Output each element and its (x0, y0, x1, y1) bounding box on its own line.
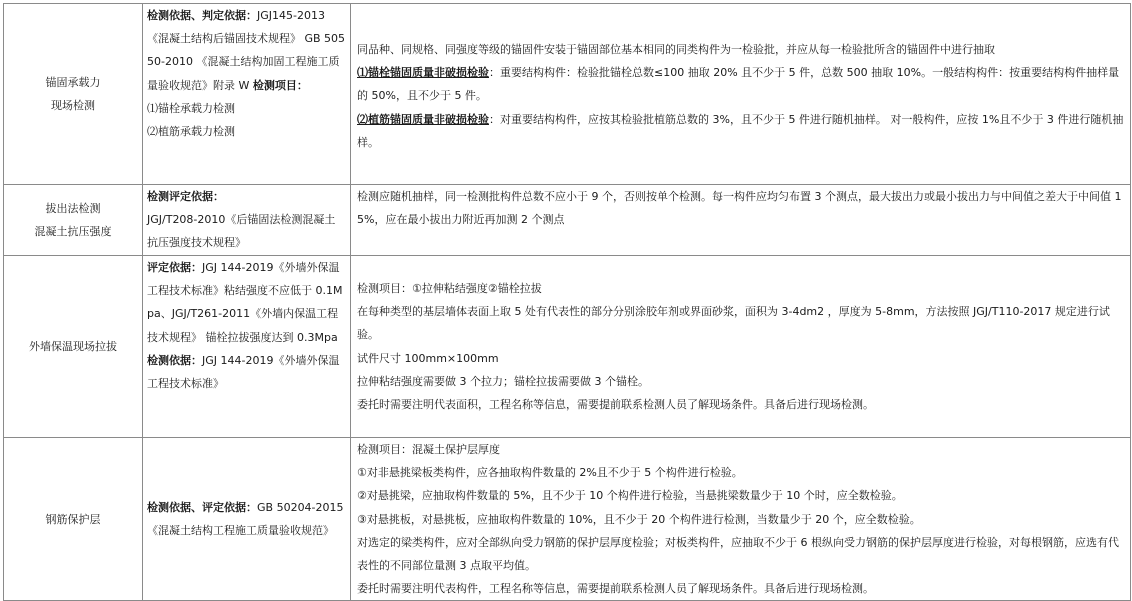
item-name: 混凝土抗压强度 (34, 225, 112, 238)
basis-line: ⑴锚栓承载力检测 (147, 101, 235, 115)
item-name: 锚固承载力 (45, 75, 101, 89)
basis-text: GB 50204-2015《混凝土结构工程施工质量验收规范》 (147, 501, 344, 538)
description-line: 检测项目：混凝土保护层厚度 (357, 443, 500, 456)
item-name: 拔出法检测 (45, 201, 101, 215)
basis-label: 检测项目： (252, 78, 308, 92)
item-cell (4, 4, 143, 185)
paragraph-text: ：重要结构构件：检验批锚栓总数≤100 抽取 20% 且不少于 5 件，总数 500 抽取 10%。一般结构构件：按重要结构构件抽样量的 50%，且不少于 5 件。 (357, 66, 1120, 103)
basis-label: 评定依据： (147, 261, 202, 274)
table-row (4, 4, 1131, 185)
item-cell (4, 185, 143, 256)
description-cell (351, 185, 1131, 256)
paragraph-title: ⑵植筋锚固质量非破损检验 (357, 112, 489, 126)
basis-label: 检测依据： (147, 353, 202, 367)
item-name: 现场检测 (51, 99, 95, 112)
description-line: 检测项目：①拉伸粘结强度②锚栓拉拔 (357, 281, 542, 295)
item-name: 外墙保温现场拉拔 (29, 339, 117, 353)
description-paragraph (357, 61, 1124, 107)
basis-line: ⑵植筋承载力检测 (147, 125, 235, 139)
basis-text: JGJ145-2013 《混凝土结构后锚固技术规程》 GB 50550-2010 《混凝土结构加固工程施工质量验收规范》附录 W (147, 9, 346, 92)
description-line: ③对悬挑板，对悬挑板，应抽取构件数量的 10%，且不少于 20 个构件进行检测，当数量少于 20 个，应全数检验。 (357, 512, 921, 526)
basis-label: 检测依据、评定依据： (147, 501, 257, 514)
inspection-table (3, 3, 1131, 601)
table-row (4, 256, 1131, 438)
description-line: 对选定的梁类构件，应对全部纵向受力钢筋的保护层厚度检验；对板类构件，应抽取不少于 6 根纵向受力钢筋的保护层厚度进行检验，对每根钢筋，应选有代表性的不同部位量测 3 点取平均值。 (357, 535, 1119, 573)
description-paragraph (357, 108, 1124, 154)
description-line: 试件尺寸 100mm×100mm (357, 351, 499, 365)
paragraph-text: ：对重要结构构件，应按其检验批植筋总数的 3%，且不少于 5 件进行随机抽样。 对一般构件，应按 1%且不少于 3 件进行随机抽样。 (357, 112, 1124, 149)
description-line: ①对非悬挑梁板类构件，应各抽取构件数量的 2%且不少于 5 个构件进行检验。 (357, 466, 743, 480)
basis-text: JGJ 144-2019《外墙外保温工程技术标准》 (147, 353, 340, 391)
description-line: 委托时需要注明代表构件，工程名称等信息，需要提前联系检测人员了解现场条件。具备后进行现场检测。 (357, 582, 874, 596)
description-cell (351, 256, 1131, 438)
description-line: 在每种类型的基层墙体表面上取 5 处有代表性的部分分别涂胶年剂或界面砂浆，面积为 3-4dm2 ，厚度为 5-8mm，方法按照 JGJ/T110-2017 规定进行试验。 (357, 305, 1110, 342)
description-intro: 同品种、同规格、同强度等级的锚固件安装于锚固部位基本相同的同类构件为一检验批，并应从每一检验批所含的锚固件中进行抽取 (357, 43, 995, 56)
description-text: 检测应随机抽样，同一检测批构件总数不应小于 9 个，否则按单个检测。每一构件应均匀布置 3 个测点，最大拔出力或最小拔出力与中间值之差大于中间值 15%，应在最小拔出力附近再加测 2 个测点 (357, 190, 1122, 227)
description-line: 委托时需要注明代表面积，工程名称等信息，需要提前联系检测人员了解现场条件。具备后进行现场检测。 (357, 397, 874, 411)
item-name: 钢筋保护层 (45, 512, 101, 526)
description-line: ②对悬挑梁，应抽取构件数量的 5%，且不少于 10 个构件进行检验，当悬挑梁数量少于 10 个时，应全数检验。 (357, 489, 903, 503)
basis-label: 检测依据、判定依据： (147, 9, 257, 22)
item-cell (4, 438, 143, 601)
basis-label: 检测评定依据： (147, 190, 224, 203)
description-line: 拉伸粘结强度需要做 3 个拉力；锚栓拉拔需要做 3 个锚栓。 (357, 374, 649, 388)
basis-cell (143, 185, 351, 256)
table-row (4, 438, 1131, 601)
basis-text: JGJ/T208-2010《后锚固法检测混凝土抗压强度技术规程》 (147, 213, 336, 250)
basis-cell (143, 256, 351, 438)
item-cell (4, 256, 143, 438)
description-cell (351, 438, 1131, 601)
paragraph-title: ⑴锚栓锚固质量非破损检验 (357, 66, 489, 80)
basis-cell (143, 438, 351, 601)
table-row (4, 185, 1131, 256)
basis-text: JGJ 144-2019《外墙外保温工程技术标准》粘结强度不应低于 0.1Mpa、JGJ/T261-2011《外墙内保温工程技术规程》 锚栓拉拔强度达到 0.3Mpa (147, 261, 343, 344)
description-cell (351, 4, 1131, 185)
basis-cell (143, 4, 351, 185)
